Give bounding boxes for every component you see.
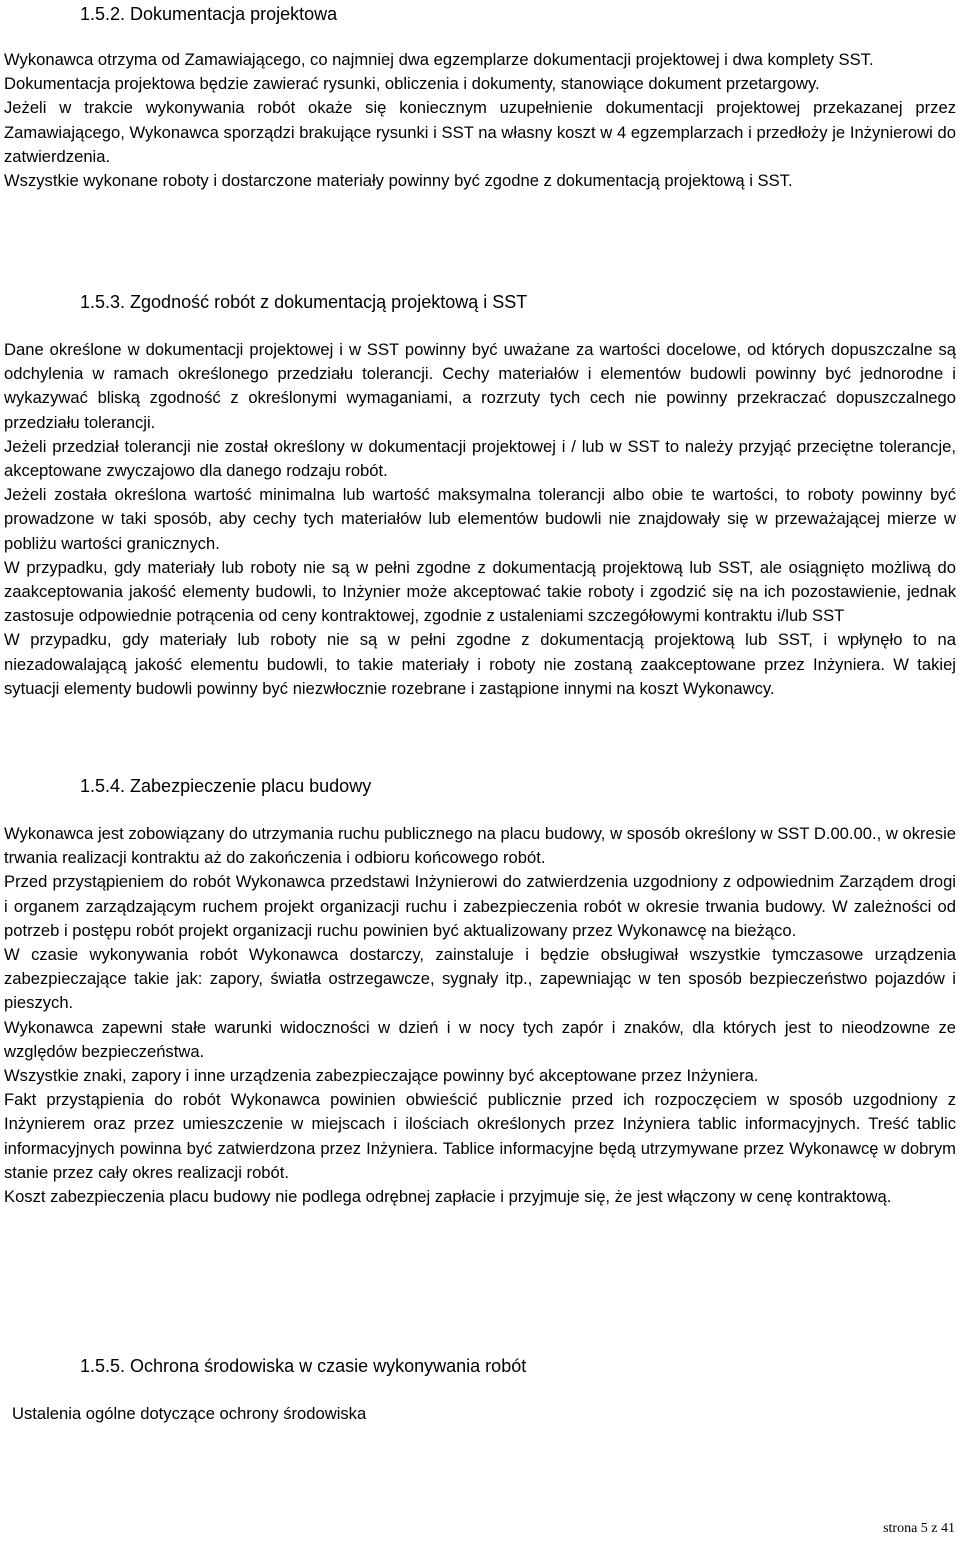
page-number: strona 5 z 41 bbox=[883, 1521, 955, 1536]
paragraph: W przypadku, gdy materiały lub roboty nie są w pełni zgodne z dokumentacją projektową lub SST, ale osiągnięto możliwą do zaakceptowania jakość elementy budowli, to Inżynier może akceptować takie roboty i zgodzić się na ich pozostawienie, jednak zastosuje odpowiednie potrącenia od ceny kontraktowej, zgodnie z ustaleniami szczegółowymi kontraktu i/lub SST bbox=[4, 557, 956, 626]
paragraph: Fakt przystąpienia do robót Wykonawca powinien obwieścić publicznie przed ich rozpoczęciem w sposób uzgodniony z Inżynierem oraz przez umieszczenie w miejscach i ilościach określonych przez Inżyniera tablic informacyjnych. Treść tablic informacyjnych powinna być zatwierdzona przez Inżyniera. Tablice informacyjne będą utrzymywane przez Wykonawcę w dobrym stanie przez cały okres realizacji robót. bbox=[4, 1090, 956, 1182]
section-body-1-5-4 bbox=[4, 822, 956, 1209]
paragraph: Wszystkie znaki, zapory i inne urządzenia zabezpieczające powinny być akceptowane przez Inżyniera. bbox=[4, 1066, 759, 1086]
paragraph: Koszt zabezpieczenia placu budowy nie podlega odrębnej zapłacie i przyjmuje się, że jest włączony w cenę kontraktową. bbox=[4, 1187, 892, 1207]
section-heading-1-5-2: 1.5.2. Dokumentacja projektowa bbox=[80, 4, 338, 24]
paragraph: Wszystkie wykonane roboty i dostarczone materiały powinny być zgodne z dokumentacją projektową i SST. bbox=[4, 171, 793, 191]
paragraph: Ustalenia ogólne dotyczące ochrony środowiska bbox=[12, 1404, 367, 1423]
section-body-1-5-2 bbox=[4, 48, 956, 193]
section-heading-1-5-4: 1.5.4. Zabezpieczenie placu budowy bbox=[80, 776, 372, 796]
section-body-1-5-3 bbox=[4, 338, 956, 701]
section-heading-1-5-3: 1.5.3. Zgodność robót z dokumentacją projektową i SST bbox=[80, 292, 528, 312]
section-heading-1-5-5: 1.5.5. Ochrona środowiska w czasie wykonywania robót bbox=[80, 1356, 527, 1376]
paragraph: Jeżeli w trakcie wykonywania robót okaże się koniecznym uzupełnienie dokumentacji projektowej przekazanej przez Zamawiającego, Wykonawca sporządzi brakujące rysunki i SST na własny koszt w 4 egzemplarzach i przedłoży je Inżynierowi do zatwierdzenia. bbox=[4, 98, 956, 166]
paragraph: Wykonawca jest zobowiązany do utrzymania ruchu publicznego na placu budowy, w sposób określony w SST D.00.00., w okresie trwania realizacji kontraktu aż do zakończenia i odbioru końcowego robót. bbox=[4, 824, 956, 868]
paragraph: Dane określone w dokumentacji projektowej i w SST powinny być uważane za wartości docelowe, od których dopuszczalne są odchylenia w ramach określonego przedziału tolerancji. Cechy materiałów i elementów budowli powinny być jednorodne i wykazywać bliską zgodność z określonymi wymaganiami, a rozrzuty tych cech nie powinny przekraczać dopuszczalnego przedziału tolerancji. bbox=[4, 340, 956, 432]
paragraph: W czasie wykonywania robót Wykonawca dostarczy, zainstaluje i będzie obsługiwał wszystkie tymczasowe urządzenia zabezpieczające takie jak: zapory, światła ostrzegawcze, sygnały itp., zapewniając w ten sposób bezpieczeństwo pojazdów i pieszych. bbox=[4, 945, 956, 1013]
paragraph: Przed przystąpieniem do robót Wykonawca przedstawi Inżynierowi do zatwierdzenia uzgodniony z odpowiednim Zarządem drogi i organem zarządzającym ruchem projekt organizacji ruchu i zabezpieczenia robót w okresie trwania budowy. W zależności od potrzeb i postępu robót projekt organizacji ruchu powinien być aktualizowany przez Wykonawcę na bieżąco. bbox=[4, 872, 956, 940]
paragraph: Wykonawca otrzyma od Zamawiającego, co najmniej dwa egzemplarze dokumentacji projektowej i dwa komplety SST. bbox=[4, 50, 874, 69]
paragraph: Dokumentacja projektowa będzie zawierać rysunki, obliczenia i dokumenty, stanowiące dokument przetargowy. bbox=[4, 74, 820, 94]
section-body-1-5-5 bbox=[12, 1402, 960, 1426]
paragraph: Jeżeli została określona wartość minimalna lub wartość maksymalna tolerancji albo obie te wartości, to roboty powinny być prowadzone w taki sposób, aby cechy tych materiałów lub elementów budowli nie znajdowały się w przeważającej mierze w pobliżu wartości granicznych. bbox=[4, 485, 956, 553]
paragraph: W przypadku, gdy materiały lub roboty nie są w pełni zgodne z dokumentacją projektową lub SST, i wpłynęło to na niezadowalającą jakość elementu budowli, to takie materiały i roboty nie zostaną zaakceptowane przez Inżyniera. W takiej sytuacji elementy budowli powinny być niezwłocznie rozebrane i zastąpione innymi na koszt Wykonawcy. bbox=[4, 630, 956, 698]
paragraph: Wykonawca zapewni stałe warunki widoczności w dzień i w nocy tych zapór i znaków, dla których jest to nieodzowne ze względów bezpieczeństwa. bbox=[4, 1017, 956, 1061]
paragraph: Jeżeli przedział tolerancji nie został określony w dokumentacji projektowej i / lub w SST to należy przyjąć przeciętne tolerancje, akceptowane zwyczajowo dla danego rodzaju robót. bbox=[4, 436, 956, 481]
